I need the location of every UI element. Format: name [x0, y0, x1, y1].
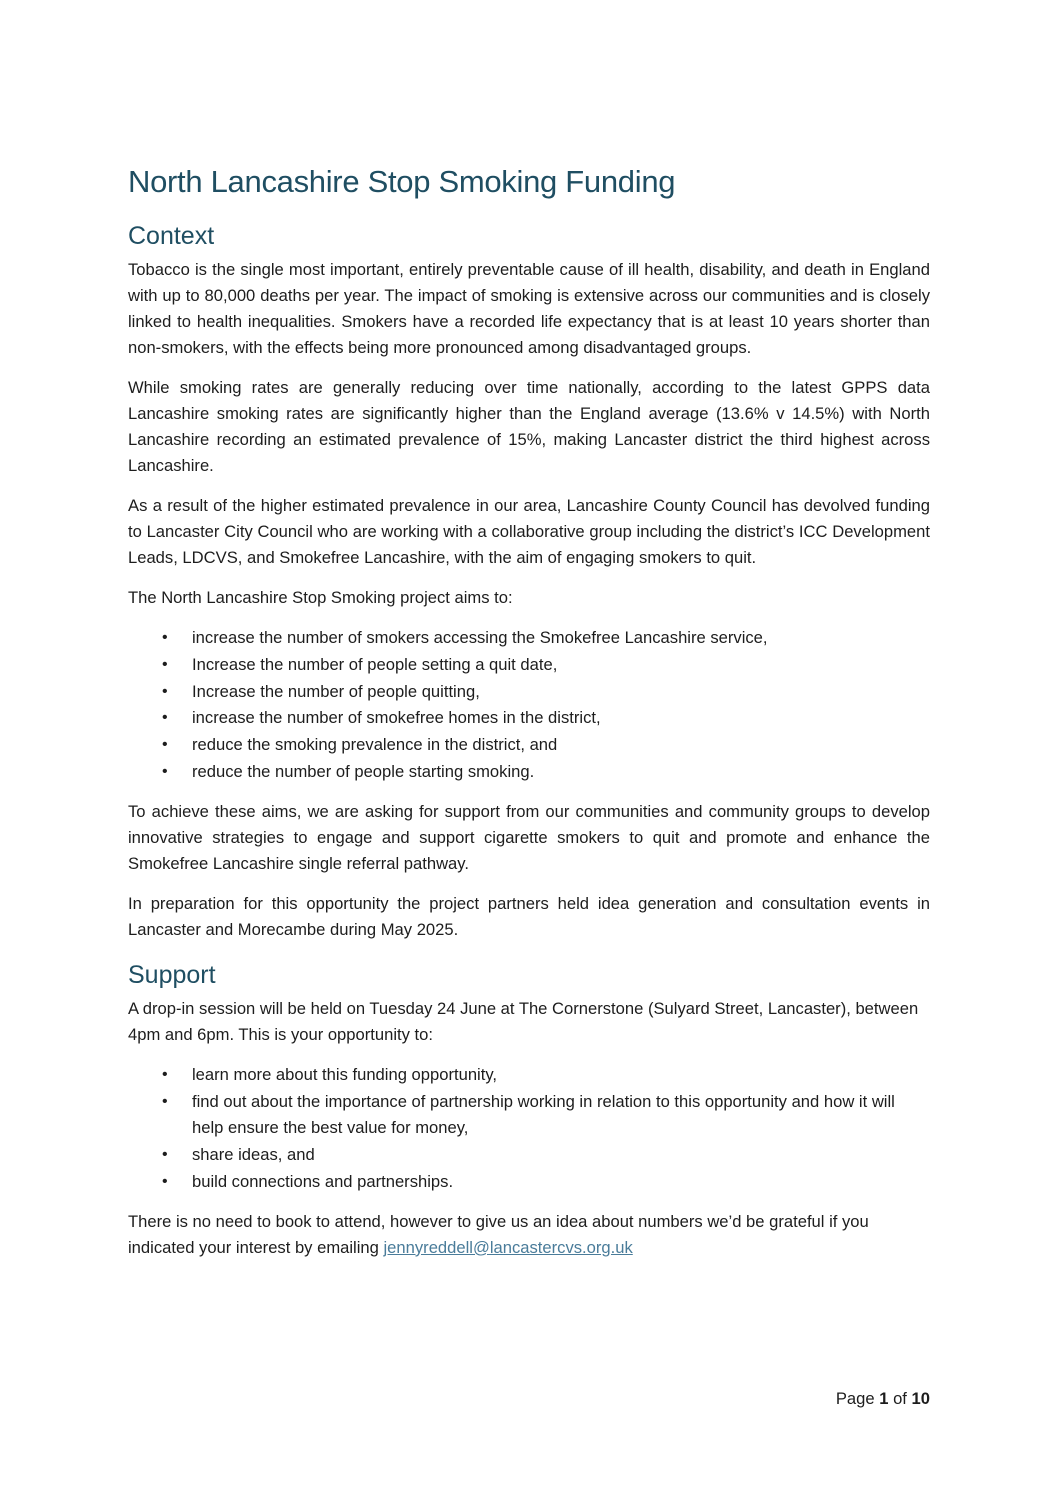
support-intro: A drop-in session will be held on Tuesday 24 June at The Cornerstone (Sulyard Street, Lancaster), between 4pm and 6pm. This is your opportunity to:: [128, 998, 919, 1044]
context-heading: Context: [128, 222, 215, 250]
closing-paragraph: There is no need to book to attend, however to give us an idea about numbers we’d be grateful if you indicated your interest by emailing jennyreddell@lancastercvs.org.uk: [128, 1211, 869, 1257]
list-item: • find out about the importance of partnership working in relation to this opportunity and how it will help ensure the best value for money,: [192, 1089, 930, 1143]
aims-intro: The North Lancashire Stop Smoking project aims to:: [128, 588, 513, 607]
bullet-icon: •: [162, 762, 168, 780]
document-title: North Lancashire Stop Smoking Funding: [128, 164, 676, 199]
context-paragraph-1: Tobacco is the single most important, entirely preventable cause of ill health, disability, and death in England with up to 80,000 deaths per year. The impact of smoking is extensive across our communities and is closely linked to health inequalities. Smokers have a recorded life expectancy that is at least 10 years shorter than non-smokers, with the effects being more pronounced among disadvantaged groups.: [128, 260, 930, 357]
context-paragraph-2: While smoking rates are generally reducing over time nationally, according to the latest GPPS data Lancashire smoking rates are significantly higher than the England average (13.6% v 14.5%) with North Lancashire recording an estimated prevalence of 15%, making Lancaster district the third highest across Lancashire.: [128, 378, 930, 475]
preparation-paragraph: In preparation for this opportunity the project partners held idea generation and consultation events in Lancaster and Morecambe during May 2025.: [128, 893, 930, 939]
support-heading: Support: [128, 960, 216, 989]
email-link[interactable]: jennyreddell@lancastercvs.org.uk: [383, 1237, 633, 1257]
of-label: of: [893, 1389, 907, 1408]
list-item: • build connections and partnerships.: [192, 1169, 930, 1196]
aims-support-paragraph: To achieve these aims, we are asking for support from our communities and community groups to develop innovative strategies to engage and support cigarette smokers to quit and promote and enhance the Smokefree Lancashire single referral pathway.: [128, 801, 930, 873]
list-item: • reduce the number of people starting smoking.: [192, 759, 930, 786]
aims-list: [128, 625, 930, 786]
page-number-footer: [836, 1386, 930, 1412]
list-item: • share ideas, and: [192, 1142, 930, 1169]
bullet-icon: •: [162, 1146, 168, 1164]
page-label: Page: [835, 1389, 875, 1408]
bullet-icon: •: [162, 709, 168, 727]
list-item: • learn more about this funding opportunity,: [192, 1062, 930, 1089]
list-item: • increase the number of smokers accessing the Smokefree Lancashire service,: [192, 625, 930, 652]
bullet-icon: •: [162, 1172, 168, 1190]
context-paragraph-3: As a result of the higher estimated prevalence in our area, Lancashire County Council has devolved funding to Lancaster City Council who are working with a collaborative group including the district’s ICC Development Leads, LDCVS, and Smokefree Lancashire, with the aim of engaging smokers to quit.: [128, 496, 930, 567]
bullet-icon: •: [162, 736, 168, 754]
bullet-icon: •: [162, 629, 168, 646]
document-page: [128, 160, 930, 1275]
bullet-icon: •: [162, 682, 168, 700]
list-item: • Increase the number of people setting a quit date,: [192, 652, 930, 679]
list-item: • Increase the number of people quitting,: [192, 679, 930, 706]
bullet-icon: •: [162, 655, 168, 673]
list-item: • reduce the smoking prevalence in the district, and: [192, 732, 930, 759]
current-page-number: 1: [879, 1389, 889, 1408]
total-pages-number: 10: [911, 1389, 930, 1408]
bullet-icon: •: [162, 1065, 168, 1083]
bullet-icon: •: [162, 1092, 168, 1110]
support-list: [128, 1062, 930, 1196]
list-item: • increase the number of smokefree homes in the district,: [192, 705, 930, 732]
